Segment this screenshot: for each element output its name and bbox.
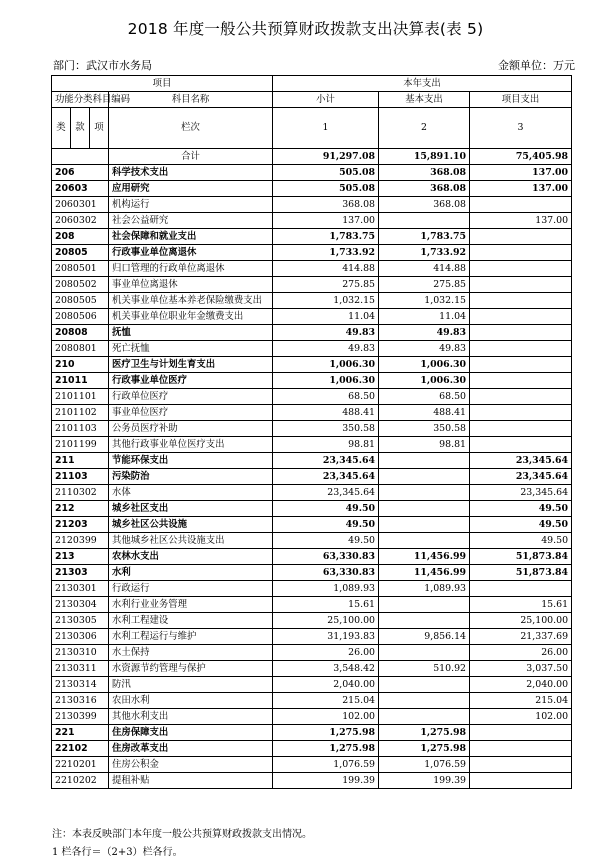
row-name: 死亡抚恤 bbox=[109, 341, 273, 357]
row-code: 211 bbox=[52, 453, 109, 469]
row-code: 2210202 bbox=[52, 773, 109, 789]
row-subtotal: 1,006.30 bbox=[273, 373, 379, 389]
table-row bbox=[52, 645, 572, 661]
row-subtotal: 49.50 bbox=[273, 533, 379, 549]
row-name: 抚恤 bbox=[109, 325, 273, 341]
row-name: 住房保障支出 bbox=[109, 725, 273, 741]
row-subtotal: 63,330.83 bbox=[273, 549, 379, 565]
row-subtotal: 26.00 bbox=[273, 645, 379, 661]
row-name: 水利行业业务管理 bbox=[109, 597, 273, 613]
table-row bbox=[52, 741, 572, 757]
row-project: 49.50 bbox=[470, 533, 572, 549]
row-subtotal: 350.58 bbox=[273, 421, 379, 437]
table-row bbox=[52, 405, 572, 421]
row-code: 212 bbox=[52, 501, 109, 517]
table-row bbox=[52, 549, 572, 565]
row-basic bbox=[379, 677, 470, 693]
table-row bbox=[52, 757, 572, 773]
row-subtotal: 199.39 bbox=[273, 773, 379, 789]
row-project bbox=[470, 725, 572, 741]
row-project bbox=[470, 757, 572, 773]
row-basic: 1,275.98 bbox=[379, 725, 470, 741]
column-no-3: 3 bbox=[470, 108, 572, 149]
row-subtotal: 63,330.83 bbox=[273, 565, 379, 581]
table-row bbox=[52, 725, 572, 741]
row-basic: 11,456.99 bbox=[379, 565, 470, 581]
row-project bbox=[470, 581, 572, 597]
row-project bbox=[470, 277, 572, 293]
row-name: 水利 bbox=[109, 565, 273, 581]
row-name: 提租补贴 bbox=[109, 773, 273, 789]
row-basic: 199.39 bbox=[379, 773, 470, 789]
row-name: 行政事业单位医疗 bbox=[109, 373, 273, 389]
row-name: 行政单位医疗 bbox=[109, 389, 273, 405]
row-name: 农林水支出 bbox=[109, 549, 273, 565]
row-project bbox=[470, 421, 572, 437]
table-row bbox=[52, 773, 572, 789]
row-name: 住房改革支出 bbox=[109, 741, 273, 757]
row-code: 208 bbox=[52, 229, 109, 245]
header-row-2 bbox=[52, 92, 572, 108]
header-lei: 类 bbox=[52, 108, 71, 149]
row-subtotal: 23,345.64 bbox=[273, 469, 379, 485]
row-subtotal: 1,032.15 bbox=[273, 293, 379, 309]
row-subtotal: 1,006.30 bbox=[273, 357, 379, 373]
row-subtotal: 1,089.93 bbox=[273, 581, 379, 597]
row-subtotal: 1,783.75 bbox=[273, 229, 379, 245]
table-row bbox=[52, 181, 572, 197]
row-name: 水利工程运行与维护 bbox=[109, 629, 273, 645]
row-project: 25,100.00 bbox=[470, 613, 572, 629]
header-current-year: 本年支出 bbox=[273, 76, 572, 92]
column-no-label: 栏次 bbox=[109, 108, 273, 149]
row-name: 归口管理的行政单位离退休 bbox=[109, 261, 273, 277]
header-basic: 基本支出 bbox=[379, 92, 470, 108]
row-project bbox=[470, 325, 572, 341]
table-row bbox=[52, 613, 572, 629]
row-code: 20805 bbox=[52, 245, 109, 261]
row-basic: 49.83 bbox=[379, 341, 470, 357]
page-title: 2018 年度一般公共预算财政拨款支出决算表(表 5) bbox=[127, 20, 484, 38]
row-subtotal: 49.83 bbox=[273, 325, 379, 341]
column-no-1: 1 bbox=[273, 108, 379, 149]
row-basic bbox=[379, 693, 470, 709]
table-row bbox=[52, 373, 572, 389]
row-name: 城乡社区支出 bbox=[109, 501, 273, 517]
row-basic: 98.81 bbox=[379, 437, 470, 453]
row-name: 其他水利支出 bbox=[109, 709, 273, 725]
row-code: 2130301 bbox=[52, 581, 109, 597]
row-basic: 1,006.30 bbox=[379, 373, 470, 389]
row-subtotal: 137.00 bbox=[273, 213, 379, 229]
table-row bbox=[52, 709, 572, 725]
row-basic bbox=[379, 469, 470, 485]
table-row bbox=[52, 197, 572, 213]
row-name: 机构运行 bbox=[109, 197, 273, 213]
row-name: 城乡社区公共设施 bbox=[109, 517, 273, 533]
unit-label: 金额单位：万元 bbox=[498, 59, 575, 72]
row-code: 2101101 bbox=[52, 389, 109, 405]
row-name: 水土保持 bbox=[109, 645, 273, 661]
row-project: 102.00 bbox=[470, 709, 572, 725]
row-subtotal: 49.50 bbox=[273, 501, 379, 517]
row-basic bbox=[379, 517, 470, 533]
header-row-1 bbox=[52, 76, 572, 92]
row-project: 137.00 bbox=[470, 181, 572, 197]
row-project: 23,345.64 bbox=[470, 453, 572, 469]
footnote-1: 注：本表反映部门本年度一般公共预算财政拨款支出情况。 bbox=[52, 829, 312, 840]
row-project: 51,873.84 bbox=[470, 549, 572, 565]
row-name: 水体 bbox=[109, 485, 273, 501]
table-row bbox=[52, 469, 572, 485]
row-code: 221 bbox=[52, 725, 109, 741]
row-project bbox=[470, 309, 572, 325]
row-subtotal: 1,275.98 bbox=[273, 741, 379, 757]
row-basic: 49.83 bbox=[379, 325, 470, 341]
row-subtotal: 49.50 bbox=[273, 517, 379, 533]
row-basic: 368.08 bbox=[379, 165, 470, 181]
table-row bbox=[52, 309, 572, 325]
row-basic: 510.92 bbox=[379, 661, 470, 677]
table-row bbox=[52, 565, 572, 581]
row-basic: 368.08 bbox=[379, 181, 470, 197]
row-code: 2130314 bbox=[52, 677, 109, 693]
row-subtotal: 2,040.00 bbox=[273, 677, 379, 693]
row-subtotal: 1,076.59 bbox=[273, 757, 379, 773]
row-code: 2080506 bbox=[52, 309, 109, 325]
total-row bbox=[52, 149, 572, 165]
row-basic: 11,456.99 bbox=[379, 549, 470, 565]
row-project: 23,345.64 bbox=[470, 485, 572, 501]
row-project: 26.00 bbox=[470, 645, 572, 661]
table-row bbox=[52, 341, 572, 357]
table-row bbox=[52, 661, 572, 677]
table-row bbox=[52, 437, 572, 453]
row-name: 事业单位离退休 bbox=[109, 277, 273, 293]
total-label: 合计 bbox=[109, 149, 273, 165]
department-label: 部门：武汉市水务局 bbox=[53, 59, 152, 72]
row-project bbox=[470, 773, 572, 789]
row-project bbox=[470, 357, 572, 373]
table-row bbox=[52, 245, 572, 261]
row-name: 污染防治 bbox=[109, 469, 273, 485]
table-row bbox=[52, 421, 572, 437]
row-basic bbox=[379, 709, 470, 725]
row-subtotal: 31,193.83 bbox=[273, 629, 379, 645]
table-row bbox=[52, 261, 572, 277]
row-project bbox=[470, 229, 572, 245]
header-subject-name: 科目名称 bbox=[109, 92, 273, 108]
row-name: 社会公益研究 bbox=[109, 213, 273, 229]
header-func-code: 功能分类科目编码 bbox=[52, 92, 109, 108]
row-code: 2101199 bbox=[52, 437, 109, 453]
row-basic bbox=[379, 645, 470, 661]
row-name: 应用研究 bbox=[109, 181, 273, 197]
row-code: 21203 bbox=[52, 517, 109, 533]
row-basic: 68.50 bbox=[379, 389, 470, 405]
row-code: 2210201 bbox=[52, 757, 109, 773]
row-project bbox=[470, 405, 572, 421]
table-row bbox=[52, 629, 572, 645]
row-subtotal: 505.08 bbox=[273, 165, 379, 181]
row-subtotal: 68.50 bbox=[273, 389, 379, 405]
row-basic bbox=[379, 533, 470, 549]
row-subtotal: 215.04 bbox=[273, 693, 379, 709]
row-subtotal: 23,345.64 bbox=[273, 485, 379, 501]
row-code: 2080801 bbox=[52, 341, 109, 357]
table-row bbox=[52, 693, 572, 709]
row-code: 2080502 bbox=[52, 277, 109, 293]
row-project: 51,873.84 bbox=[470, 565, 572, 581]
row-subtotal: 414.88 bbox=[273, 261, 379, 277]
header-kuan: 款 bbox=[71, 108, 90, 149]
row-project: 215.04 bbox=[470, 693, 572, 709]
row-basic: 1,006.30 bbox=[379, 357, 470, 373]
row-project bbox=[470, 245, 572, 261]
row-basic bbox=[379, 597, 470, 613]
row-subtotal: 23,345.64 bbox=[273, 453, 379, 469]
footnote-2: 1 栏各行＝（2+3）栏各行。 bbox=[52, 847, 183, 858]
row-subtotal: 102.00 bbox=[273, 709, 379, 725]
row-subtotal: 275.85 bbox=[273, 277, 379, 293]
row-basic bbox=[379, 453, 470, 469]
row-name: 其他城乡社区公共设施支出 bbox=[109, 533, 273, 549]
row-subtotal: 98.81 bbox=[273, 437, 379, 453]
row-project: 15.61 bbox=[470, 597, 572, 613]
table-row bbox=[52, 213, 572, 229]
row-subtotal: 488.41 bbox=[273, 405, 379, 421]
header-project: 项目支出 bbox=[470, 92, 572, 108]
row-project: 137.00 bbox=[470, 213, 572, 229]
row-code: 2130399 bbox=[52, 709, 109, 725]
row-project bbox=[470, 197, 572, 213]
row-project bbox=[470, 741, 572, 757]
expenditure-table bbox=[51, 75, 572, 789]
row-basic bbox=[379, 501, 470, 517]
total-project: 75,405.98 bbox=[470, 149, 572, 165]
row-code: 22102 bbox=[52, 741, 109, 757]
row-name: 水利工程建设 bbox=[109, 613, 273, 629]
row-name: 行政运行 bbox=[109, 581, 273, 597]
table-row bbox=[52, 229, 572, 245]
row-code: 2120399 bbox=[52, 533, 109, 549]
row-subtotal: 25,100.00 bbox=[273, 613, 379, 629]
table-row bbox=[52, 581, 572, 597]
row-subtotal: 3,548.42 bbox=[273, 661, 379, 677]
row-subtotal: 49.83 bbox=[273, 341, 379, 357]
row-subtotal: 15.61 bbox=[273, 597, 379, 613]
row-subtotal: 1,733.92 bbox=[273, 245, 379, 261]
header-subtotal: 小计 bbox=[273, 92, 379, 108]
row-name: 行政事业单位离退休 bbox=[109, 245, 273, 261]
column-number-row bbox=[52, 108, 572, 149]
table-row bbox=[52, 389, 572, 405]
row-code: 21103 bbox=[52, 469, 109, 485]
row-code: 2060301 bbox=[52, 197, 109, 213]
row-basic: 488.41 bbox=[379, 405, 470, 421]
row-project: 21,337.69 bbox=[470, 629, 572, 645]
row-code: 2080501 bbox=[52, 261, 109, 277]
row-code: 206 bbox=[52, 165, 109, 181]
row-code: 2130306 bbox=[52, 629, 109, 645]
row-name: 社会保障和就业支出 bbox=[109, 229, 273, 245]
row-code: 2130305 bbox=[52, 613, 109, 629]
table-row bbox=[52, 485, 572, 501]
row-basic: 1,089.93 bbox=[379, 581, 470, 597]
table-row bbox=[52, 357, 572, 373]
column-no-2: 2 bbox=[379, 108, 470, 149]
row-basic: 1,076.59 bbox=[379, 757, 470, 773]
row-basic: 11.04 bbox=[379, 309, 470, 325]
row-code: 2130316 bbox=[52, 693, 109, 709]
row-code: 20603 bbox=[52, 181, 109, 197]
table-row bbox=[52, 533, 572, 549]
row-name: 事业单位医疗 bbox=[109, 405, 273, 421]
table-row bbox=[52, 501, 572, 517]
row-name: 机关事业单位基本养老保险缴费支出 bbox=[109, 293, 273, 309]
row-code: 2101102 bbox=[52, 405, 109, 421]
row-project bbox=[470, 373, 572, 389]
row-code: 210 bbox=[52, 357, 109, 373]
row-basic: 368.08 bbox=[379, 197, 470, 213]
row-project: 2,040.00 bbox=[470, 677, 572, 693]
row-code: 2130311 bbox=[52, 661, 109, 677]
row-name: 其他行政事业单位医疗支出 bbox=[109, 437, 273, 453]
row-subtotal: 1,275.98 bbox=[273, 725, 379, 741]
row-name: 水资源节约管理与保护 bbox=[109, 661, 273, 677]
row-basic: 350.58 bbox=[379, 421, 470, 437]
row-name: 农田水利 bbox=[109, 693, 273, 709]
table-row bbox=[52, 165, 572, 181]
row-code: 2060302 bbox=[52, 213, 109, 229]
row-project: 23,345.64 bbox=[470, 469, 572, 485]
row-code: 2101103 bbox=[52, 421, 109, 437]
row-subtotal: 11.04 bbox=[273, 309, 379, 325]
row-basic: 1,032.15 bbox=[379, 293, 470, 309]
row-basic: 1,783.75 bbox=[379, 229, 470, 245]
row-code: 2130304 bbox=[52, 597, 109, 613]
row-code: 213 bbox=[52, 549, 109, 565]
row-name: 科学技术支出 bbox=[109, 165, 273, 181]
total-basic: 15,891.10 bbox=[379, 149, 470, 165]
table-row bbox=[52, 677, 572, 693]
total-subtotal: 91,297.08 bbox=[273, 149, 379, 165]
table-row bbox=[52, 277, 572, 293]
row-name: 防汛 bbox=[109, 677, 273, 693]
table-row bbox=[52, 325, 572, 341]
row-project: 49.50 bbox=[470, 517, 572, 533]
header-item: 项目 bbox=[52, 76, 273, 92]
row-project bbox=[470, 437, 572, 453]
row-project bbox=[470, 389, 572, 405]
row-basic bbox=[379, 613, 470, 629]
row-code: 21303 bbox=[52, 565, 109, 581]
row-project: 49.50 bbox=[470, 501, 572, 517]
row-name: 机关事业单位职业年金缴费支出 bbox=[109, 309, 273, 325]
row-project bbox=[470, 293, 572, 309]
row-name: 节能环保支出 bbox=[109, 453, 273, 469]
table-row bbox=[52, 517, 572, 533]
row-basic: 414.88 bbox=[379, 261, 470, 277]
row-basic: 1,275.98 bbox=[379, 741, 470, 757]
row-code: 2130310 bbox=[52, 645, 109, 661]
row-basic: 275.85 bbox=[379, 277, 470, 293]
row-name: 医疗卫生与计划生育支出 bbox=[109, 357, 273, 373]
row-code: 20808 bbox=[52, 325, 109, 341]
row-subtotal: 505.08 bbox=[273, 181, 379, 197]
row-name: 住房公积金 bbox=[109, 757, 273, 773]
row-project: 137.00 bbox=[470, 165, 572, 181]
table-row bbox=[52, 293, 572, 309]
row-basic bbox=[379, 485, 470, 501]
row-subtotal: 368.08 bbox=[273, 197, 379, 213]
table-row bbox=[52, 453, 572, 469]
row-project: 3,037.50 bbox=[470, 661, 572, 677]
row-basic: 9,856.14 bbox=[379, 629, 470, 645]
row-basic: 1,733.92 bbox=[379, 245, 470, 261]
row-code: 21011 bbox=[52, 373, 109, 389]
row-project bbox=[470, 341, 572, 357]
header-xiang: 项 bbox=[90, 108, 109, 149]
row-name: 公务员医疗补助 bbox=[109, 421, 273, 437]
table-row bbox=[52, 597, 572, 613]
row-code: 2080505 bbox=[52, 293, 109, 309]
row-project bbox=[470, 261, 572, 277]
row-basic bbox=[379, 213, 470, 229]
row-code: 2110302 bbox=[52, 485, 109, 501]
